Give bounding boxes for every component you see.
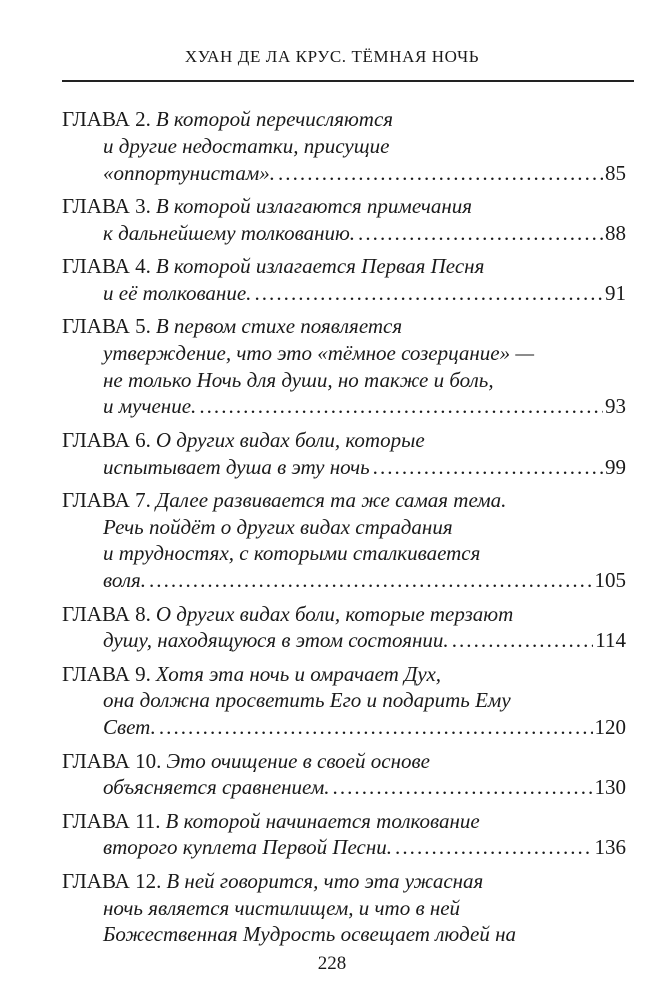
toc-entry <box>62 427 626 481</box>
chapter-title-text: В ней говорится, что эта ужасная <box>166 868 484 893</box>
dot-leader <box>452 627 594 654</box>
toc-entry <box>62 748 626 802</box>
chapter-label: ГЛАВА 10. <box>62 748 162 773</box>
chapter-label: ГЛАВА 8. <box>62 601 151 626</box>
toc-entry <box>62 601 626 655</box>
toc-line <box>62 661 626 688</box>
chapter-title-text: и другие недостатки, присущие <box>103 133 390 158</box>
toc-line <box>62 427 626 454</box>
chapter-label: ГЛАВА 6. <box>62 427 151 452</box>
toc-entry <box>62 253 626 307</box>
chapter-title-text: испытывает душа в эту ночь <box>103 454 370 479</box>
dot-leader <box>199 393 603 420</box>
dot-leader <box>159 714 593 741</box>
chapter-page-number: 93 <box>605 394 626 419</box>
toc-line <box>62 514 626 541</box>
chapter-title-text: и трудностях, с которыми сталкивается <box>103 541 481 566</box>
toc-line <box>62 834 626 861</box>
chapter-title-text: второго куплета Первой Песни. <box>103 835 393 860</box>
header-rule <box>62 80 634 82</box>
toc-line <box>62 540 626 567</box>
dot-leader <box>395 834 592 861</box>
chapter-title-text: Это очищение в своей основе <box>166 748 430 773</box>
chapter-title-text: В первом стихе появляется <box>155 314 403 339</box>
dot-leader <box>254 280 603 307</box>
chapter-title-text: В которой излагаются примечания <box>155 193 473 218</box>
dot-leader <box>149 567 593 594</box>
toc-line <box>62 193 626 220</box>
chapter-title-text: Хотя эта ночь и омрачает Дух, <box>155 661 442 686</box>
chapter-title-text: «оппортунистам». <box>103 160 275 185</box>
dot-leader <box>278 160 603 187</box>
toc-line <box>62 627 626 654</box>
chapter-title-text: О других видах боли, которые <box>155 427 425 452</box>
chapter-label: ГЛАВА 5. <box>62 314 151 339</box>
toc-entry <box>62 106 626 186</box>
chapter-title-text: объясняется сравнением. <box>103 775 330 800</box>
chapter-label: ГЛАВА 7. <box>62 487 151 512</box>
chapter-label: ГЛАВА 9. <box>62 661 151 686</box>
chapter-title-text: ночь является чистилищем, и что в ней <box>103 895 461 920</box>
toc-line <box>62 340 626 367</box>
chapter-page-number: 130 <box>594 775 626 800</box>
toc-line <box>62 367 626 394</box>
toc-line <box>62 220 626 247</box>
chapter-title-text: к дальнейшему толкованию. <box>103 220 356 245</box>
chapter-title-text: и её толкование. <box>103 280 252 305</box>
chapter-page-number: 136 <box>594 835 626 860</box>
chapter-page-number: 99 <box>605 454 626 479</box>
toc-entry <box>62 193 626 247</box>
toc-line <box>62 106 626 133</box>
table-of-contents <box>62 106 626 955</box>
toc-line <box>62 748 626 775</box>
chapter-title-text: Речь пойдёт о других видах страдания <box>103 514 453 539</box>
toc-line <box>62 313 626 340</box>
chapter-page-number: 88 <box>605 220 626 245</box>
toc-line <box>62 808 626 835</box>
running-header: ХУАН ДЕ ЛА КРУС. ТЁМНАЯ НОЧЬ <box>184 47 480 66</box>
chapter-label: ГЛАВА 2. <box>62 107 151 131</box>
chapter-title-text: Божественная Мудрость освещает людей на <box>103 922 517 947</box>
toc-line <box>62 921 626 948</box>
chapter-label: ГЛАВА 11. <box>62 808 161 833</box>
toc-line <box>62 687 626 714</box>
chapter-title-text: она должна просветить Его и подарить Ему <box>103 688 511 713</box>
chapter-title-text: и мучение. <box>103 394 197 419</box>
chapter-label: ГЛАВА 4. <box>62 253 151 278</box>
chapter-page-number: 91 <box>605 280 626 305</box>
page-number: 228 <box>317 953 347 974</box>
toc-line <box>62 567 626 594</box>
toc-line <box>62 714 626 741</box>
chapter-title-text: О других видах боли, которые терзают <box>155 601 514 626</box>
chapter-page-number: 85 <box>605 160 626 185</box>
chapter-title-text: В которой начинается толкование <box>165 808 480 833</box>
chapter-title-text: утверждение, что это «тёмное созерцание» — <box>103 340 535 365</box>
toc-entry <box>62 661 626 741</box>
toc-entry <box>62 313 626 420</box>
toc-line <box>62 487 626 514</box>
toc-line <box>62 774 626 801</box>
toc-line <box>62 895 626 922</box>
toc-line <box>62 160 626 187</box>
dot-leader <box>373 454 603 481</box>
chapter-title-text: душу, находящуюся в этом состоянии. <box>103 628 449 653</box>
chapter-title-text: Далее развивается та же самая тема. <box>155 487 507 512</box>
toc-line <box>62 868 626 895</box>
toc-line <box>62 454 626 481</box>
chapter-label: ГЛАВА 12. <box>62 868 162 893</box>
toc-line <box>62 601 626 628</box>
chapter-title-text: В которой излагается Первая Песня <box>155 253 485 278</box>
chapter-page-number: 120 <box>594 715 626 740</box>
chapter-page-number: 105 <box>594 568 626 593</box>
toc-entry <box>62 808 626 862</box>
toc-line <box>62 393 626 420</box>
toc-line <box>62 280 626 307</box>
chapter-title-text: не только Ночь для души, но также и боль, <box>103 367 494 392</box>
toc-line <box>62 133 626 160</box>
chapter-title-text: Свет. <box>103 715 156 740</box>
chapter-page-number: 114 <box>595 628 626 653</box>
chapter-title-text: В которой перечисляются <box>155 107 394 131</box>
chapter-title-text: воля. <box>103 568 146 593</box>
dot-leader <box>333 774 593 801</box>
toc-entry <box>62 868 626 948</box>
chapter-label: ГЛАВА 3. <box>62 193 151 218</box>
dot-leader <box>358 220 603 247</box>
toc-line <box>62 253 626 280</box>
toc-entry <box>62 487 626 594</box>
